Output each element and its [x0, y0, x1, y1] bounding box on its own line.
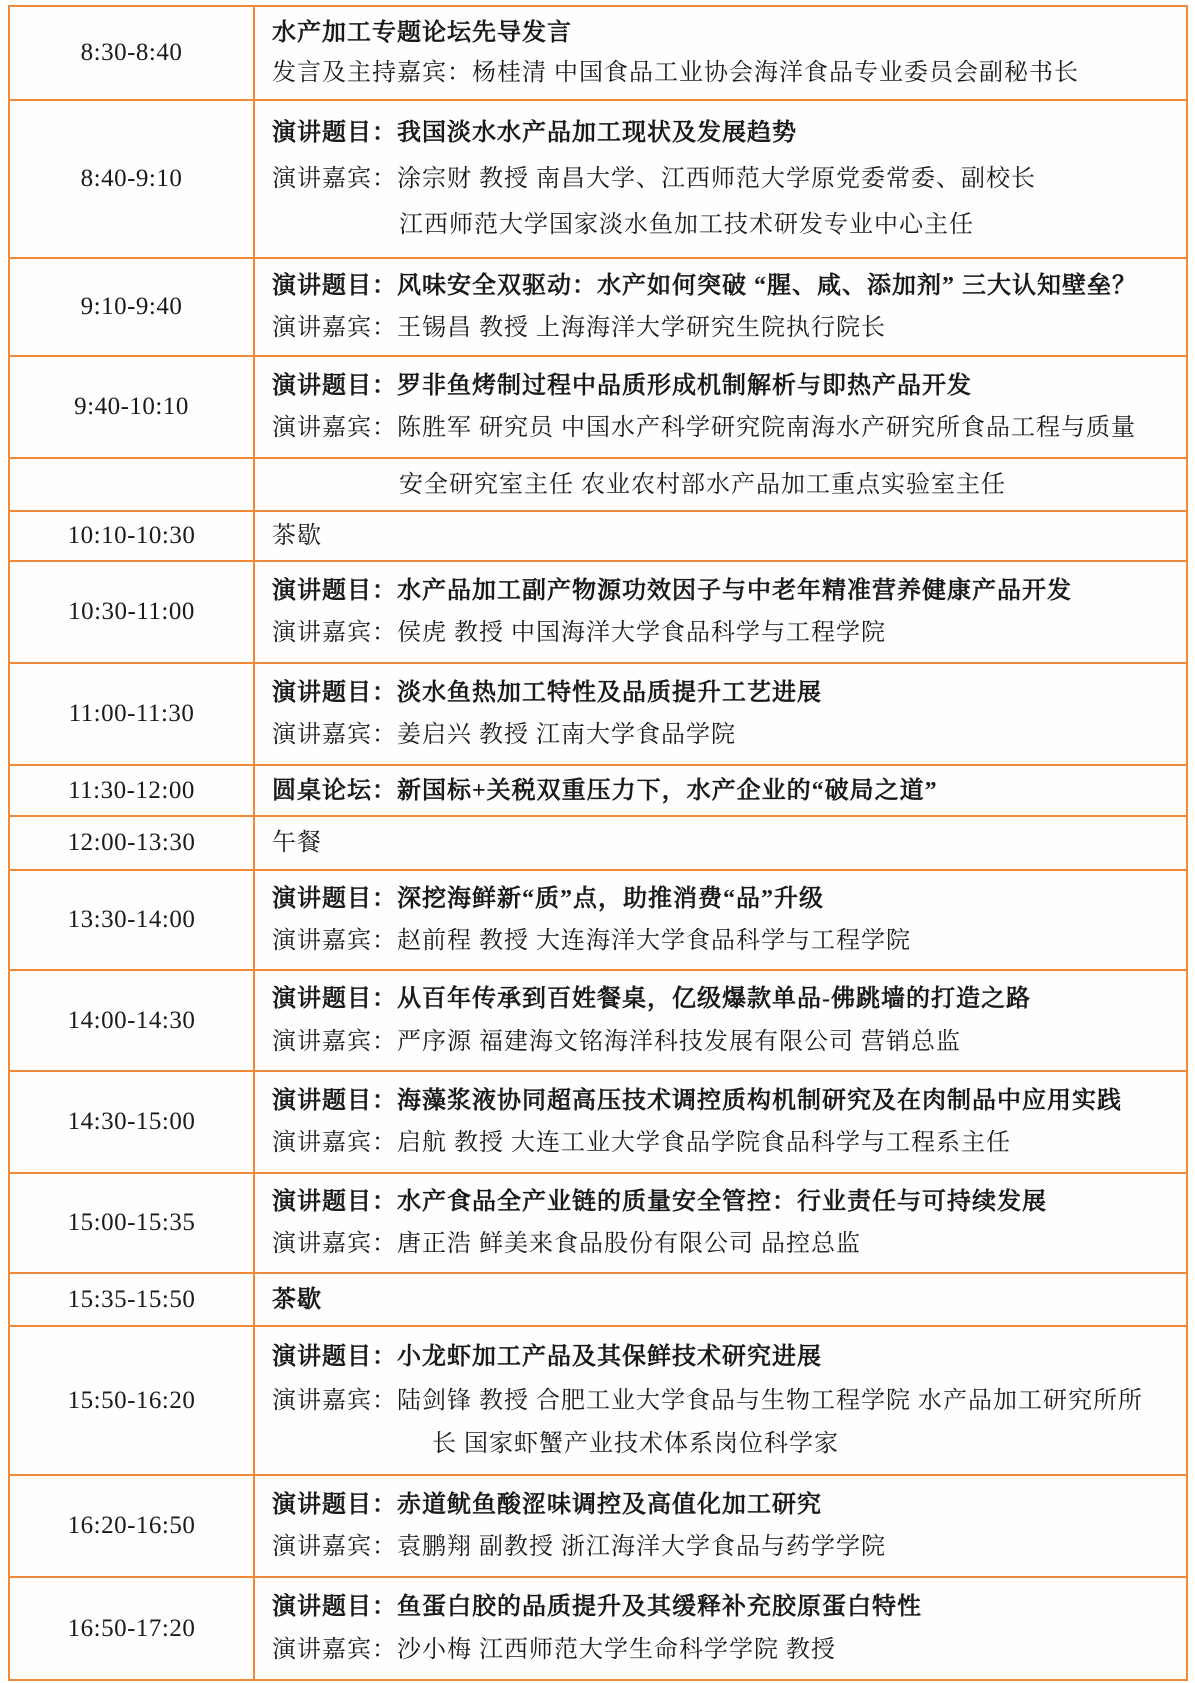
session-title: 演讲题目：我国淡水水产品加工现状及发展趋势 [272, 120, 797, 146]
session-speaker: 演讲嘉宾：严序源 福建海文铭海洋科技发展有限公司 营销总监 [272, 1028, 961, 1055]
schedule-row [10, 869, 1186, 969]
content-cell [255, 1476, 1186, 1576]
schedule-row [10, 457, 1186, 510]
time-cell [10, 1174, 255, 1272]
schedule-row [10, 1576, 1186, 1679]
time-label: 9:10-9:40 [80, 293, 183, 320]
content-cell [255, 1327, 1186, 1474]
time-label: 16:50-17:20 [67, 1614, 196, 1642]
content-cell [255, 459, 1186, 510]
schedule-row [10, 1474, 1186, 1576]
schedule-row [10, 1070, 1186, 1172]
time-cell [10, 766, 255, 815]
session-title: 演讲题目：罗非鱼烤制过程中品质形成机制解析与即热产品开发 [272, 372, 972, 399]
schedule-row [10, 1272, 1186, 1325]
time-cell [10, 817, 255, 869]
time-cell [10, 357, 255, 457]
session-title: 演讲题目：深挖海鲜新“质”点，助推消费“品”升级 [272, 886, 824, 912]
session-title: 演讲题目：水产食品全产业链的质量安全管控：行业责任与可持续发展 [272, 1189, 1047, 1215]
content-cell [255, 871, 1186, 969]
content-cell [255, 7, 1186, 99]
schedule-row [10, 1325, 1186, 1474]
session-speaker: 演讲嘉宾：沙小梅 江西师范大学生命科学学院 教授 [272, 1637, 836, 1663]
session-title: 演讲题目：小龙虾加工产品及其保鲜技术研究进展 [272, 1343, 822, 1370]
time-label: 11:30-12:00 [68, 776, 195, 804]
time-label: 13:30-14:00 [67, 906, 196, 933]
session-speaker: 演讲嘉宾：王锡昌 教授 上海海洋大学研究生院执行院长 [272, 314, 886, 341]
time-label: 8:30-8:40 [80, 39, 183, 66]
time-label: 9:40-10:10 [74, 393, 189, 420]
session-title: 演讲题目：赤道鱿鱼酸涩味调控及高值化加工研究 [272, 1491, 822, 1518]
time-label: 14:00-14:30 [67, 1006, 196, 1034]
content-cell [255, 1578, 1186, 1679]
schedule-row [10, 560, 1186, 662]
roundtable-title: 圆桌论坛：新国标+关税双重压力下，水产企业的“破局之道” [272, 777, 938, 804]
time-cell [10, 562, 255, 662]
session-title: 水产加工专题论坛先导发言 [272, 20, 572, 46]
schedule-row [10, 1172, 1186, 1272]
time-cell [10, 1072, 255, 1172]
session-continuation: 江西师范大学国家淡水鱼加工技术研发专业中心主任 [399, 212, 974, 238]
content-cell [255, 1072, 1186, 1172]
agenda-table [8, 5, 1188, 1681]
content-cell [255, 512, 1186, 560]
break-label: 茶歇 [272, 523, 322, 549]
time-cell [10, 1274, 255, 1325]
time-label: 15:50-16:20 [67, 1386, 196, 1414]
session-speaker: 演讲嘉宾：唐正浩 鲜美来食品股份有限公司 品控总监 [272, 1231, 861, 1257]
lunch-label: 午餐 [272, 830, 322, 856]
session-speaker: 演讲嘉宾：启航 教授 大连工业大学食品学院食品科学与工程系主任 [272, 1130, 1011, 1157]
schedule-row [10, 815, 1186, 869]
content-cell [255, 817, 1186, 869]
session-speaker: 演讲嘉宾：袁鹏翔 副教授 浙江海洋大学食品与药学学院 [272, 1534, 886, 1561]
session-title: 演讲题目：从百年传承到百姓餐桌，亿级爆款单品-佛跳墙的打造之路 [272, 986, 1031, 1013]
schedule-row [10, 7, 1186, 99]
session-speaker: 演讲嘉宾：涂宗财 教授 南昌大学、江西师范大学原党委常委、副校长 [272, 166, 1036, 192]
session-speaker: 演讲嘉宾：侯虎 教授 中国海洋大学食品科学与工程学院 [272, 620, 886, 647]
session-speaker: 演讲嘉宾：陆剑锋 教授 合肥工业大学食品与生物工程学院 水产品加工研究所所 [272, 1387, 1143, 1414]
schedule-row [10, 257, 1186, 355]
content-cell [255, 971, 1186, 1070]
schedule-row [10, 969, 1186, 1070]
schedule-row [10, 662, 1186, 764]
session-continuation: 安全研究室主任 农业农村部水产品加工重点实验室主任 [399, 471, 1006, 498]
session-continuation: 长 国家虾蟹产业技术体系岗位科学家 [432, 1431, 839, 1458]
content-cell [255, 664, 1186, 764]
session-title: 演讲题目：淡水鱼热加工特性及品质提升工艺进展 [272, 679, 822, 706]
time-label: 14:30-15:00 [67, 1108, 196, 1135]
content-cell [255, 357, 1186, 457]
time-label: 10:10-10:30 [67, 522, 196, 549]
time-label: 15:00-15:35 [67, 1209, 196, 1236]
schedule-row [10, 510, 1186, 560]
time-cell [10, 259, 255, 355]
time-cell [10, 971, 255, 1070]
time-cell [10, 459, 255, 510]
time-label: 16:20-16:50 [67, 1512, 196, 1539]
session-title: 演讲题目：海藻浆液协同超高压技术调控质构机制研究及在肉制品中应用实践 [272, 1087, 1122, 1114]
time-cell [10, 512, 255, 560]
schedule-row [10, 99, 1186, 257]
time-label: 15:35-15:50 [67, 1285, 196, 1313]
session-title: 演讲题目：风味安全双驱动：水产如何突破 “腥、咸、添加剂” 三大认知壁垒？ [272, 273, 1137, 300]
time-cell [10, 1578, 255, 1679]
content-cell [255, 101, 1186, 257]
session-speaker: 发言及主持嘉宾：杨桂清 中国食品工业协会海洋食品专业委员会副秘书长 [272, 60, 1079, 86]
time-label: 10:30-11:00 [68, 598, 195, 625]
schedule-row [10, 355, 1186, 457]
content-cell [255, 259, 1186, 355]
session-title: 演讲题目：水产品加工副产物源功效因子与中老年精准营养健康产品开发 [272, 577, 1072, 604]
schedule-row [10, 764, 1186, 815]
time-cell [10, 871, 255, 969]
content-cell [255, 562, 1186, 662]
session-title: 演讲题目：鱼蛋白胶的品质提升及其缓释补充胶原蛋白特性 [272, 1594, 922, 1620]
time-cell [10, 7, 255, 99]
session-speaker: 演讲嘉宾：陈胜军 研究员 中国水产科学研究院南海水产研究所食品工程与质量 [272, 415, 1136, 442]
time-cell [10, 1476, 255, 1576]
session-speaker: 演讲嘉宾：姜启兴 教授 江南大学食品学院 [272, 722, 736, 749]
time-cell [10, 664, 255, 764]
session-speaker: 演讲嘉宾：赵前程 教授 大连海洋大学食品科学与工程学院 [272, 928, 911, 954]
content-cell [255, 1174, 1186, 1272]
time-label: 8:40-9:10 [80, 165, 183, 192]
time-label: 12:00-13:30 [67, 829, 196, 856]
content-cell [255, 766, 1186, 815]
time-cell [10, 101, 255, 257]
content-cell [255, 1274, 1186, 1325]
time-cell [10, 1327, 255, 1474]
break-label: 茶歇 [272, 1286, 322, 1313]
time-label: 11:00-11:30 [68, 700, 195, 727]
